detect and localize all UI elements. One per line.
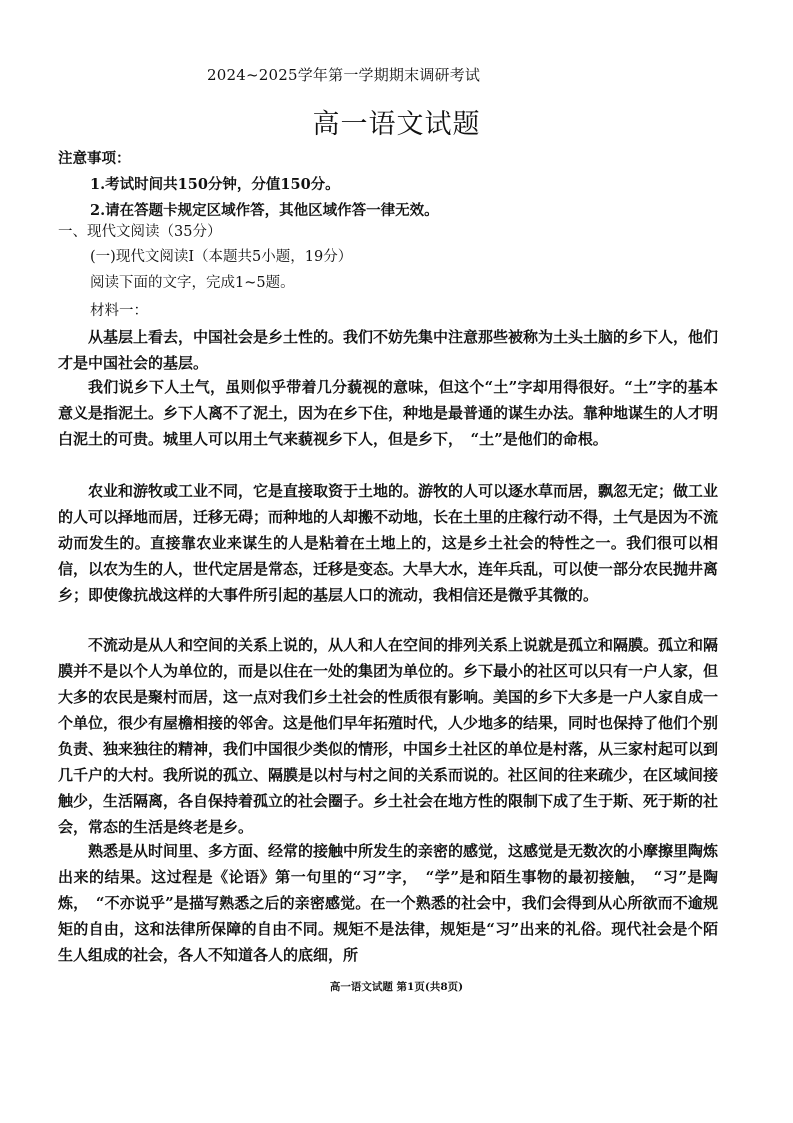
paragraph-5: 熟悉是从时间里、多方面、经常的接触中所发生的亲密的感觉，这感觉是无数次的小摩擦里陶炼出来的结果。这过程是《论语》第一句里的“习”字， “学”是和陌生事物的最初接触， “习”是陶炼， “不亦说乎”是描写熟悉之后的亲密感觉。在一个熟悉的社会中，我们会得到从心所欲而不逾规矩的自由，这和法律所保障的自由不同。规矩不是法律，规矩是“习”出来的礼俗。现代社会是个陌生人组成的社会，各人不知道各人的底细，所 <box>58 842 719 964</box>
exam-name: 2024~2025学年第一学期期末调研考试 <box>207 66 481 84</box>
notice-item-1: 1.考试时间共150分钟，分值150分。 <box>90 176 340 193</box>
material-label: 材料一： <box>90 303 148 319</box>
paragraph-4: 不流动是从人和空间的关系上说的，从人和人在空间的排列关系上说就是孤立和隔膜。孤立和隔膜并不是以个人为单位的，而是以住在一处的集团为单位的。乡下最小的社区可以只有一户人家，但大多的农民是聚村而居，这一点对我们乡土社会的性质很有影响。美国的乡下大多是一户人家自成一个单位，很少有屋檐相接的邻舍。这是他们早年拓殖时代，人少地多的结果，同时也保持了他们个别负责、独来独往的精神，我们中国很少类似的情形，中国乡土社区的单位是村落，从三家村起可以到几千户的大村。我所说的孤立、隔膜是以村与村之间的关系而说的。社区间的往来疏少，在区域间接触少，生活隔离，各自保持着孤立的社会圈子。乡土社会在地方性的限制下成了生于斯、死于斯的社会，常态的生活是终老是乡。 <box>58 636 719 836</box>
paper-title: 高一语文试题 <box>312 109 481 140</box>
notice-item-2: 2.请在答题卡规定区域作答，其他区域作答一律无效。 <box>90 202 439 219</box>
reading-instruction: 阅读下面的文字，完成1~5题。 <box>90 275 295 291</box>
paragraph-3: 农业和游牧或工业不同，它是直接取资于土地的。游牧的人可以逐水草而居，飘忽无定；做工业的人可以择地而居，迁移无碍；而种地的人却搬不动地，长在土里的庄稼行动不得，土气是因为不流动而发生的。直接靠农业来谋生的人是粘着在土地上的，这是乡土社会的特性之一。我们很可以相信，以农为生的人，世代定居是常态，迁移是变态。大旱大水，连年兵乱，可以使一部分农民抛井离乡；即使像抗战这样的大事件所引起的基层人口的流动，我相信还是微乎其微的。 <box>58 482 719 604</box>
section-heading: 一、现代文阅读（35分） <box>58 224 222 240</box>
paragraph-2: 我们说乡下人土气，虽则似乎带着几分藐视的意味，但这个“土”字却用得很好。“土”字的基本意义是指泥土。乡下人离不了泥土，因为在乡下住，种地是最普通的谋生办法。靠种地谋生的人才明白泥土的可贵。城里人可以用土气来藐视乡下人，但是乡下， “土”是他们的命根。 <box>58 378 719 448</box>
page-footer: 高一语文试题 第1页(共8页) <box>329 981 464 993</box>
paragraph-1: 从基层上看去，中国社会是乡土性的。我们不妨先集中注意那些被称为土头土脑的乡下人，他们才是中国社会的基层。 <box>58 328 719 372</box>
notice-heading: 注意事项： <box>58 150 131 167</box>
subsection-heading: (一)现代文阅读Ⅰ（本题共5小题，19分） <box>90 249 353 265</box>
